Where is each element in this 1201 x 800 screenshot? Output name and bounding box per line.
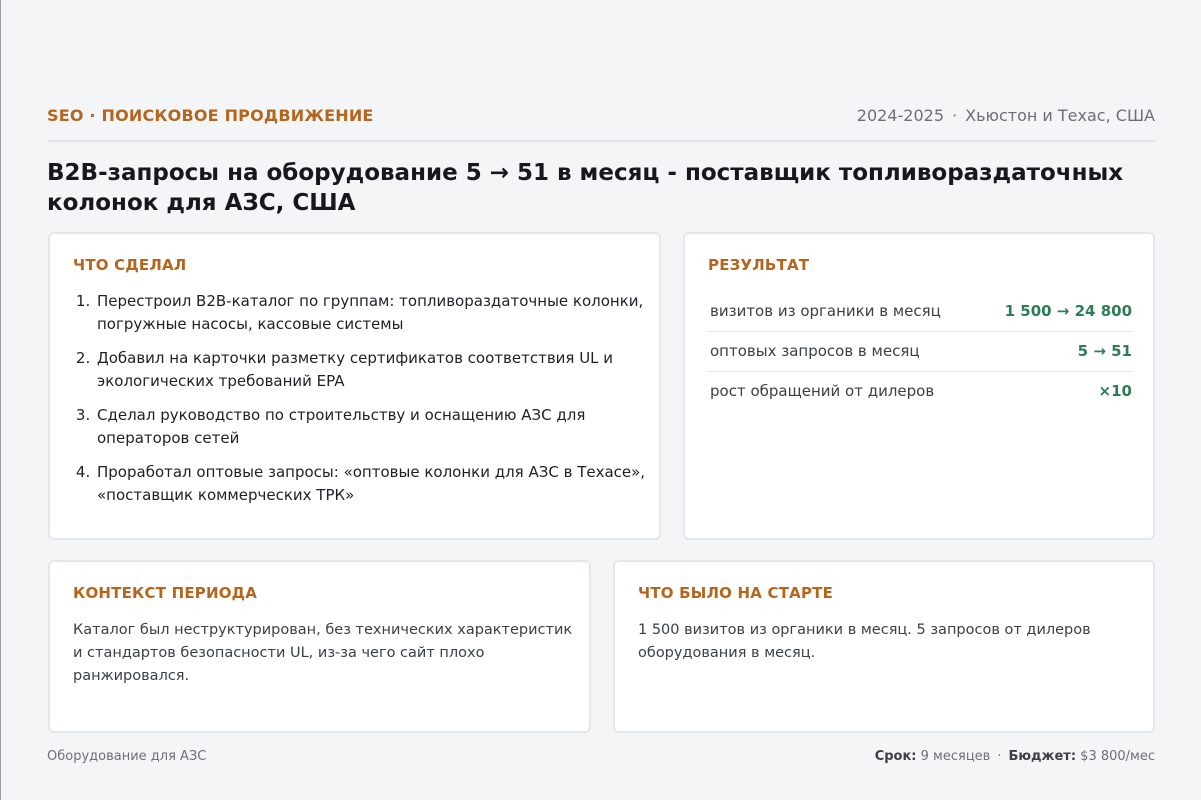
case-title: B2B-запросы на оборудование 5 → 51 в месяц - поставщик топливораздаточных колонок для АЗС, США [47,160,1124,216]
case-period: 2024-2025 [856,106,945,125]
what-done-list [73,290,655,518]
period-context-card [48,560,591,733]
case-location: Хьюстон и Техас, США [965,106,1155,125]
meta-separator: · [952,106,958,125]
starting-point-card [613,560,1155,733]
metric-label: оптовых запросов в месяц [710,342,920,360]
metric-value: 1 500 → 24 800 [1004,302,1132,320]
term-label: Срок: [874,749,917,764]
what-done-card [48,232,661,540]
what-done-heading: ЧТО СДЕЛАЛ [73,256,187,274]
case-header [47,104,1155,142]
starting-point-text: 1 500 визитов из органики в месяц. 5 запросов от дилеров оборудования в месяц. [638,622,1091,661]
metric-value: 5 → 51 [1077,342,1132,360]
result-heading: РЕЗУЛЬТАТ [708,256,810,274]
metric-label: рост обращений от дилеров [710,382,935,400]
service-category: SEO · ПОИСКОВОЕ ПРОДВИЖЕНИЕ [47,106,374,125]
metric-row [708,372,1132,412]
what-done-item: 4. Проработал оптовые запросы: «оптовые колонки для АЗС в Техасе», «поставщик коммерческих ТРК» [95,461,655,507]
term-value: 9 месяцев [920,749,991,764]
period-context-heading: КОНТЕКСТ ПЕРИОДА [73,584,258,602]
result-metrics [708,292,1132,412]
metric-row [708,332,1132,372]
metric-value: ×10 [1098,382,1132,400]
budget-label: Бюджет: [1008,749,1077,764]
metric-row [708,292,1132,332]
case-meta [857,106,1155,125]
terms-separator: · [997,749,1002,764]
metric-label: визитов из органики в месяц [710,302,941,320]
budget-value: $3 800/мес [1080,749,1155,764]
what-done-item: 1. Перестроил B2B-каталог по группам: топливораздаточные колонки, погружные насосы, кассовые системы [95,290,655,336]
period-context-text: Каталог был неструктурирован, без технических характеристик и стандартов безопасности UL, из-за чего сайт плохо ранжировался. [73,622,573,684]
what-done-item: 3. Сделал руководство по строительству и оснащению АЗС для операторов сетей [95,404,655,450]
industry-label: Оборудование для АЗС [47,749,207,764]
result-card [683,232,1155,540]
engagement-terms [875,749,1155,764]
what-done-item: 2. Добавил на карточки разметку сертификатов соответствия UL и экологических требований EPA [95,347,655,393]
starting-point-heading: ЧТО БЫЛО НА СТАРТЕ [638,584,834,602]
